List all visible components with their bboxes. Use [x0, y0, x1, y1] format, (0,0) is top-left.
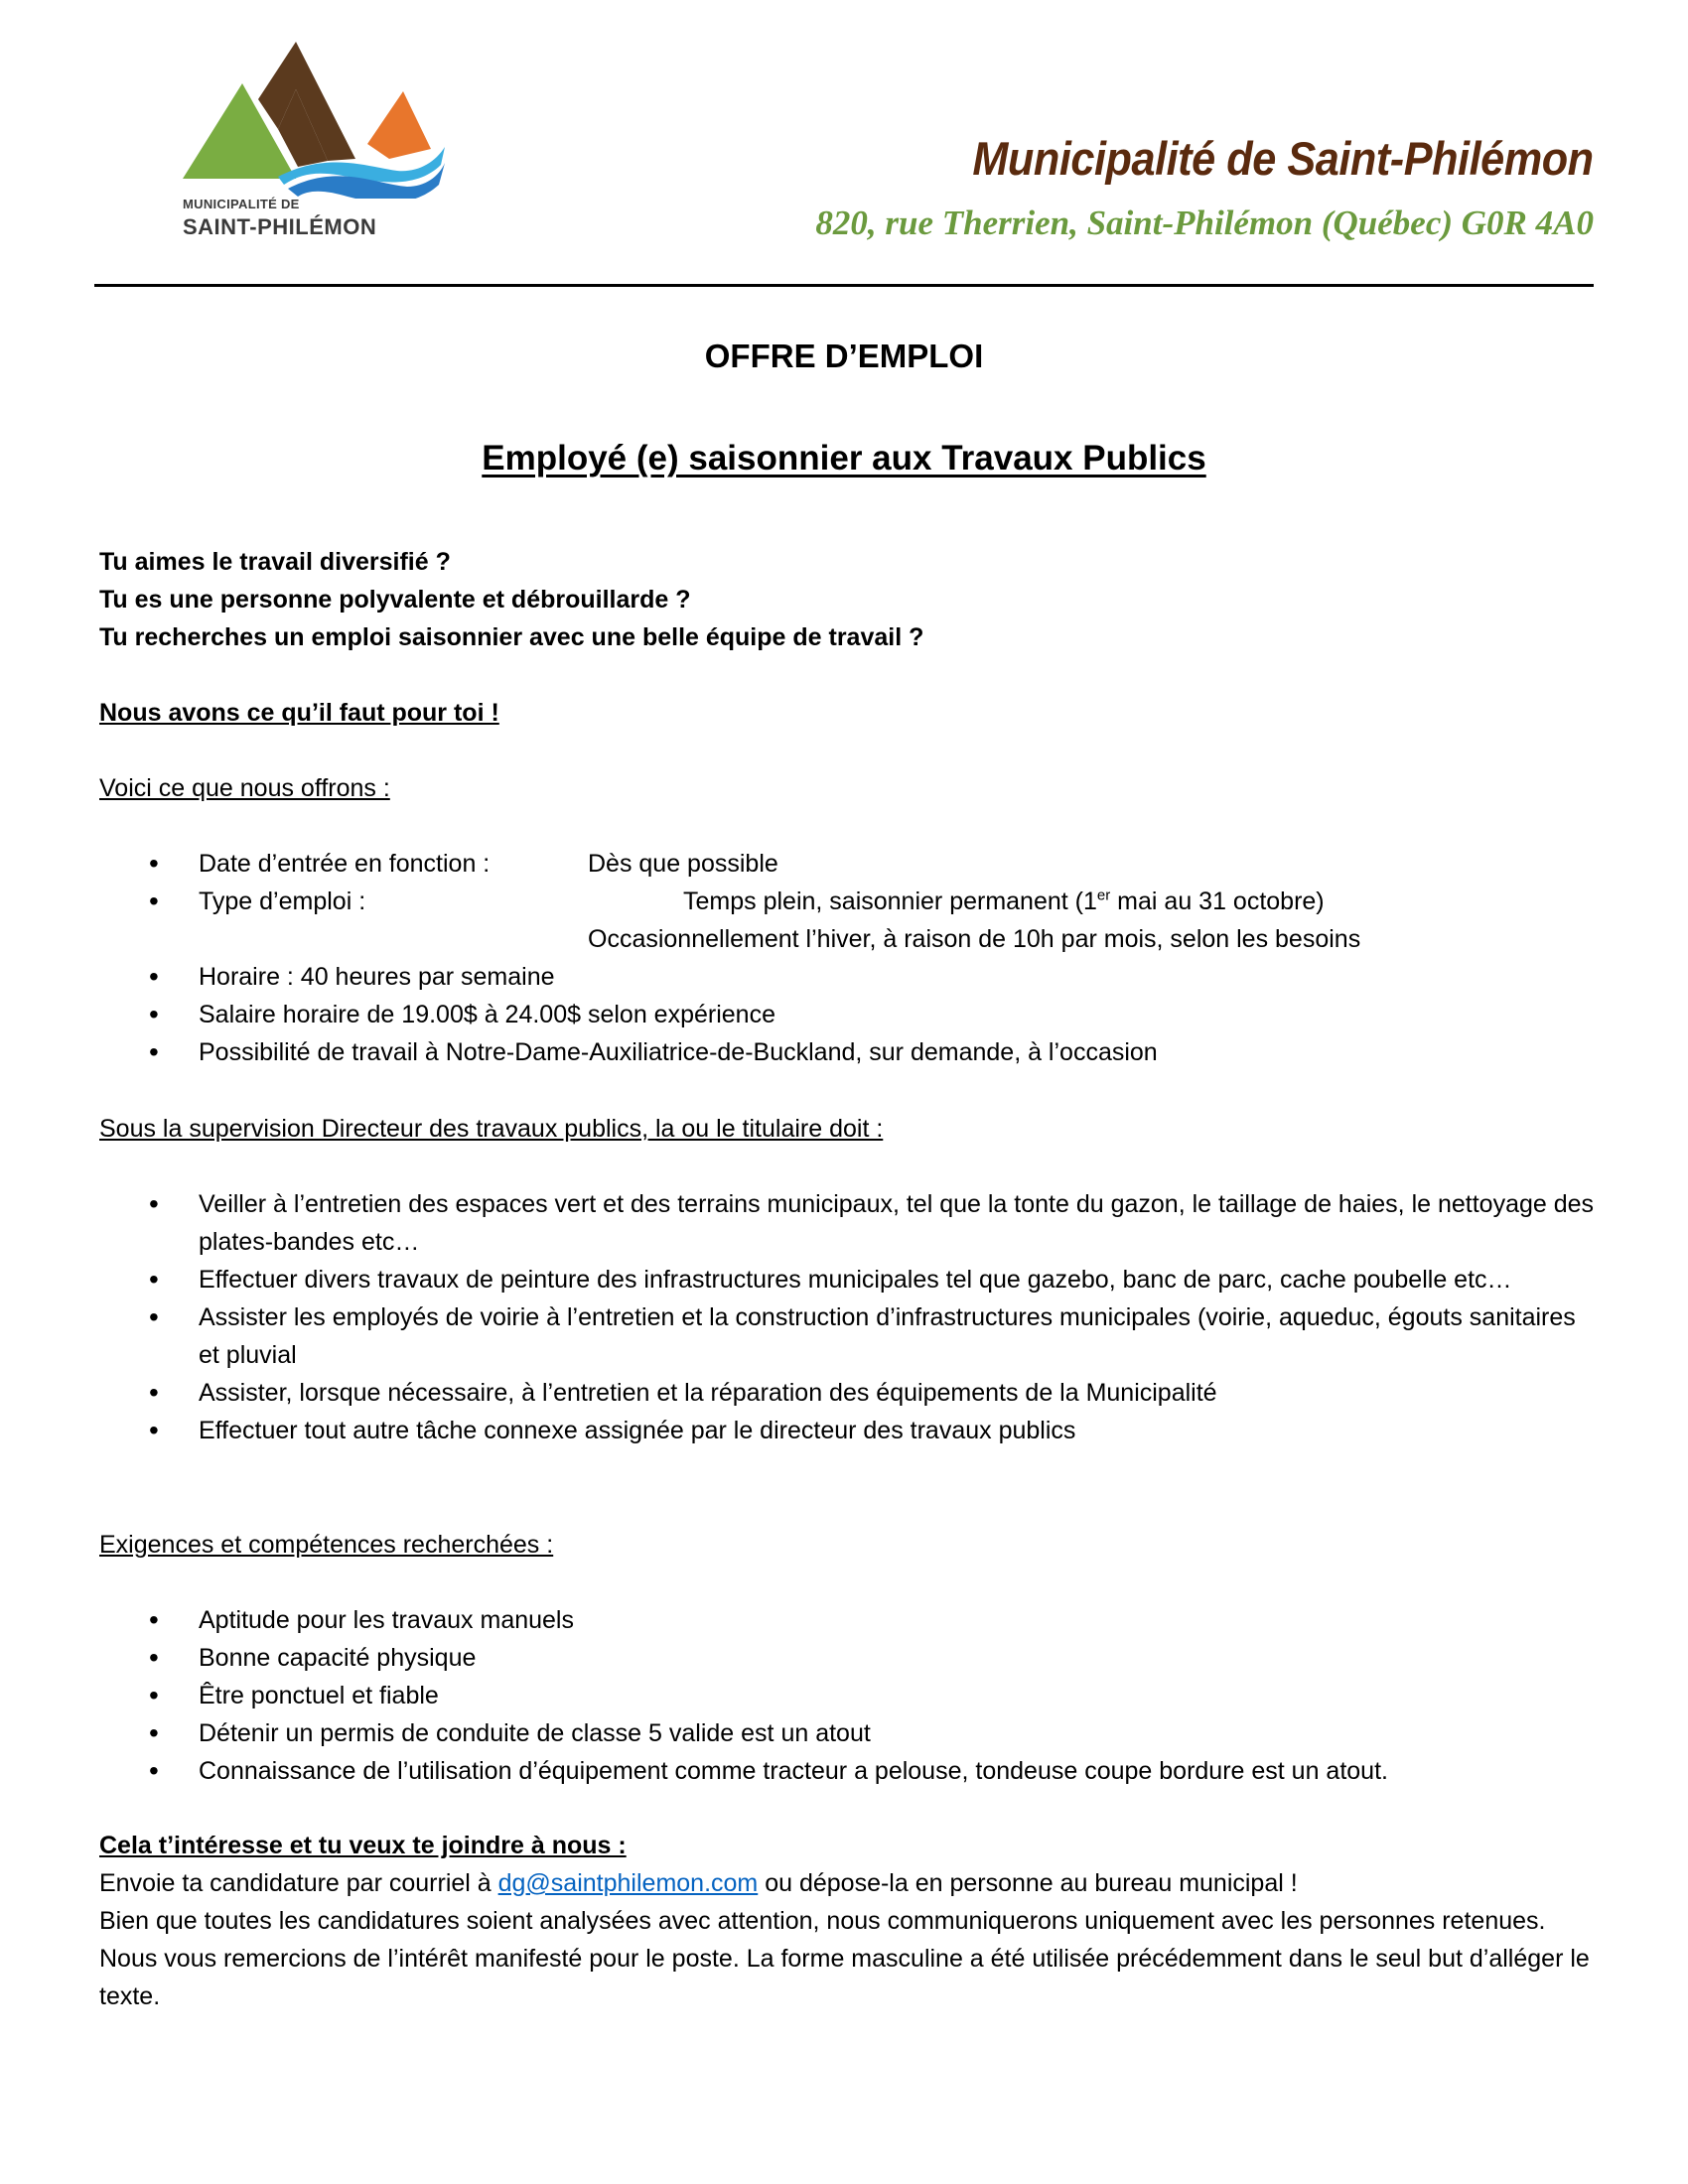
intro-question: Tu recherches un emploi saisonnier avec une belle équipe de travail ?	[99, 623, 924, 651]
requirements-heading-text: Exigences et compétences recherchées :	[99, 1531, 554, 1559]
start-label: Date d’entrée en fonction :	[199, 850, 491, 878]
duties-heading	[99, 1110, 1599, 1148]
requirements-section	[99, 1601, 1599, 1790]
type-label: Type d’emploi :	[199, 887, 366, 915]
offer-heading-text: Voici ce que nous offrons :	[99, 774, 390, 802]
duties-section	[99, 1185, 1599, 1449]
list-item: • Bonne capacité physique	[99, 1639, 1599, 1677]
logo-big-text: SAINT-PHILÉMON	[183, 214, 377, 239]
list-item: • Être ponctuel et fiable	[99, 1677, 1599, 1714]
offer-section	[99, 845, 1599, 1071]
intro-question: Tu aimes le travail diversifié ?	[99, 548, 451, 576]
document-heading: OFFRE D’EMPLOI	[704, 338, 984, 374]
intro-questions	[99, 543, 1599, 656]
list-item: • Possibilité de travail à Notre-Dame-Auxiliatrice-de-Buckland, sur demande, à l’occasion	[99, 1033, 1599, 1071]
header-divider	[94, 284, 1594, 287]
municipality-logo	[179, 40, 447, 253]
list-item: • Aptitude pour les travaux manuels	[99, 1601, 1599, 1639]
list-item: • Horaire : 40 heures par semaine	[99, 958, 1599, 996]
list-item	[99, 845, 1599, 883]
job-title	[0, 439, 1688, 478]
type-value: Temps plein, saisonnier permanent (1er mai au 31 octobre)	[683, 887, 1325, 915]
apply-instructions: Envoie ta candidature par courriel à dg@saintphilemon.com ou dépose-la en personne au bureau municipal !	[99, 1869, 1298, 1897]
requirements-heading	[99, 1526, 1599, 1564]
job-title-text: Employé (e) saisonnier aux Travaux Publics	[482, 439, 1206, 478]
list-item: • Effectuer divers travaux de peinture des infrastructures municipales tel que gazebo, banc de parc, cache poubelle etc…	[99, 1261, 1599, 1298]
mountains-river-icon	[179, 40, 447, 199]
offer-heading	[99, 769, 1599, 807]
apply-heading: Cela t’intéresse et tu veux te joindre à nous :	[99, 1832, 627, 1859]
list-item: • Effectuer tout autre tâche connexe assignée par le directeur des travaux publics	[99, 1412, 1599, 1449]
email-link[interactable]: dg@saintphilemon.com	[497, 1869, 759, 1897]
list-item: • Salaire horaire de 19.00$ à 24.00$ selon expérience	[99, 996, 1599, 1033]
type-value-line2: Occasionnellement l’hiver, à raison de 10h par mois, selon les besoins	[588, 925, 1361, 953]
closing-note: Bien que toutes les candidatures soient analysées avec attention, nous communiquerons uniquement avec les personnes retenues. Nous vous remercions de l’intérêt manifesté pour le poste. La forme masculine a été utilisée précédemment dans le seul but d’alléger le texte.	[99, 1907, 1590, 2010]
list-item: • Assister, lorsque nécessaire, à l’entretien et la réparation des équipements de la Municipalité	[99, 1374, 1599, 1412]
list-item: • Veiller à l’entretien des espaces vert et des terrains municipaux, tel que la tonte du gazon, le taillage de haies, le nettoyage des plates-bandes etc…	[99, 1185, 1599, 1261]
tagline-text: Nous avons ce qu’il faut pour toi !	[99, 699, 499, 727]
apply-section	[99, 1827, 1599, 2015]
start-value: Dès que possible	[588, 850, 778, 878]
list-item: • Détenir un permis de conduite de classe 5 valide est un atout	[99, 1714, 1599, 1752]
duties-heading-text: Sous la supervision Directeur des travaux publics, la ou le titulaire doit :	[99, 1115, 884, 1143]
tagline	[99, 694, 1599, 732]
list-item: • Connaissance de l’utilisation d’équipement comme tracteur a pelouse, tondeuse coupe bordure est un atout.	[99, 1752, 1599, 1790]
logo-small-text: MUNICIPALITÉ DE	[183, 197, 300, 211]
organization-address: 820, rue Therrien, Saint-Philémon (Québec) G0R 4A0	[815, 204, 1594, 242]
intro-question: Tu es une personne polyvalente et débrouillarde ?	[99, 586, 691, 614]
list-item: • Assister les employés de voirie à l’entretien et la construction d’infrastructures municipales (voirie, aqueduc, égouts sanitaires et pluvial	[99, 1298, 1599, 1374]
list-item	[99, 883, 1599, 958]
organization-title: Municipalité de Saint-Philémon	[972, 132, 1594, 185]
